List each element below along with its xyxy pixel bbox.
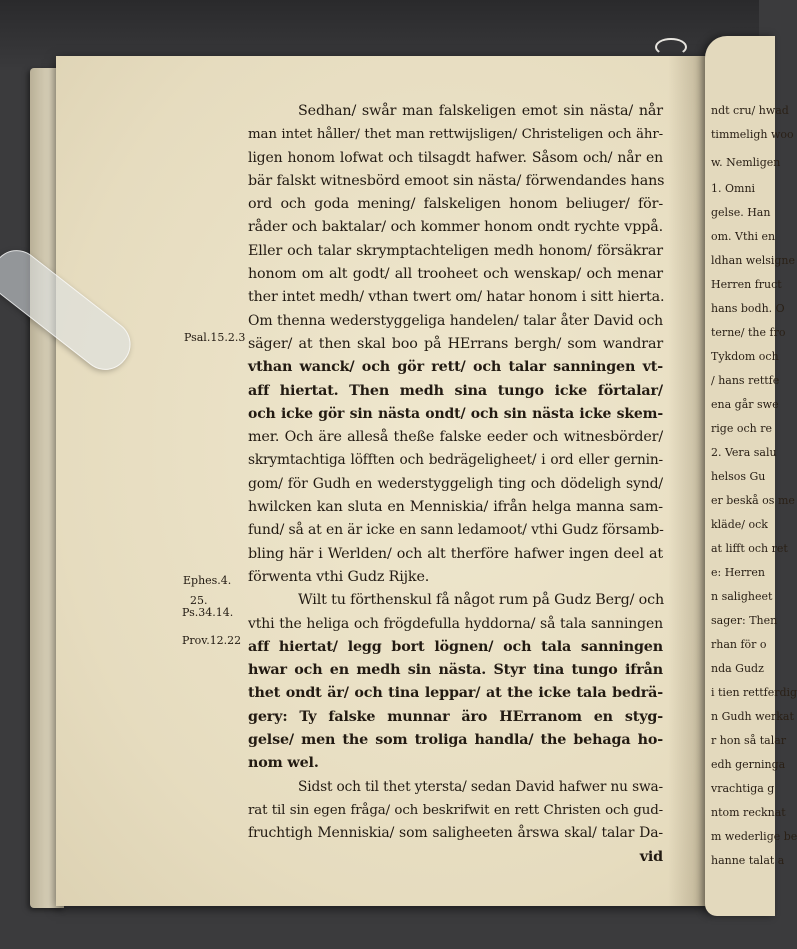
next-page-line: e: Herren bbox=[711, 566, 765, 579]
next-page-line: ldhan welsigne bbox=[711, 254, 796, 267]
text-line: ord och goda mening/ falskeligen honom beliuger/ för- bbox=[248, 196, 663, 213]
text-line: man intet håller/ thet man rettwijsligen/ Christeligen och ähr- bbox=[248, 127, 663, 143]
gutter-shadow bbox=[668, 56, 708, 906]
next-page-edge bbox=[705, 36, 797, 916]
margin-note-proverbs: Prov.12.22 bbox=[182, 634, 242, 647]
next-page-line: vrachtiga g bbox=[711, 782, 775, 795]
next-page-line: ndt cru/ hwad bbox=[711, 104, 789, 117]
next-page-line: Herren fruct bbox=[711, 278, 782, 291]
binding-thread bbox=[655, 38, 687, 56]
text-line: rat til sin egen fråga/ och beskrifwit en rett Christen och gud- bbox=[248, 802, 663, 818]
next-page-line: at lifft och ret bbox=[711, 542, 788, 555]
next-page-line: timmeligh woo bbox=[711, 128, 794, 141]
next-page-line: / hans rettfe bbox=[711, 374, 780, 387]
text-line: vthan wanck/ och gör rett/ och talar sanningen vt- bbox=[248, 359, 663, 376]
next-page-line: r hon så talar bbox=[711, 734, 787, 747]
next-page-line: 1. Omni bbox=[711, 182, 756, 195]
text-line: Sedhan/ swår man falskeligen emot sin nästa/ når bbox=[298, 103, 663, 119]
next-page-line: hans bodh. O bbox=[711, 302, 785, 315]
next-page-line: helsos Gu bbox=[711, 470, 766, 483]
next-page-line: m wederlige be bbox=[711, 830, 797, 843]
text-line: råder och baktalar/ och kommer honom ondt rychte vppå. bbox=[248, 219, 663, 236]
text-line: bär falskt witnesbörd emoot sin nästa/ förwendandes hans bbox=[248, 172, 665, 189]
text-line: ligen honom lofwat och tilsagdt hafwer. Såsom och/ når en bbox=[248, 149, 663, 166]
next-page-line: er beskå os me bbox=[711, 494, 795, 507]
text-line: och icke gör sin nästa ondt/ och sin nästa icke skem- bbox=[248, 405, 663, 422]
text-line: hwilcken kan sluta en Menniskia/ ifrån helga manna sam- bbox=[248, 499, 663, 516]
margin-note-psalm-34: Ps.34.14. bbox=[182, 606, 234, 619]
text-line: honom om alt godt/ all trooheet och wenskap/ och menar bbox=[248, 266, 663, 283]
next-page-line: rige och re bbox=[711, 422, 772, 435]
next-page-line: Tykdom och bbox=[711, 350, 779, 363]
next-page-line: w. Nemligen bbox=[711, 156, 781, 169]
text-line: gery: Ty falske munnar äro HErranom en styg- bbox=[248, 708, 663, 725]
text-line: Eller och talar skrymptachteligen medh honom/ försäkrar bbox=[248, 242, 663, 259]
text-line: fund/ så at en är icke en sann ledamoot/ vthi Gudz församb- bbox=[248, 522, 664, 539]
text-line: ther intet medh/ vthan twert om/ hatar honom i sitt hierta. bbox=[248, 289, 665, 306]
text-line: skrymtachtiga löfften och bedrägeligheet/ i ord eller gernin- bbox=[248, 452, 663, 469]
next-page-line: om. Vthi en bbox=[711, 230, 776, 243]
next-page-line: i tien rettferdig bbox=[711, 686, 797, 699]
next-page-line: n Gudh werkat bbox=[711, 710, 794, 723]
next-page-line: n saligheet bbox=[711, 590, 773, 603]
next-page-line: 2. Vera salu bbox=[711, 446, 777, 459]
next-page-line: hanne talat a bbox=[711, 854, 785, 867]
text-line: bling här i Werlden/ och alt therföre hafwer ingen deel at bbox=[248, 545, 663, 562]
text-line: thet ondt är/ och tina leppar/ at the icke tala bedrä- bbox=[248, 685, 663, 702]
text-line: vthi the heliga och frögdefulla hyddorna/ så tala sanningen bbox=[248, 615, 663, 632]
text-line: aff hiertat/ legg bort lögnen/ och tala sanningen bbox=[248, 638, 663, 655]
next-page-line: kläde/ ock bbox=[711, 518, 768, 531]
next-page-line: rhan för o bbox=[711, 638, 767, 651]
text-line: gom/ för Gudh en wederstyggeligh ting och dödeligh synd/ bbox=[248, 475, 663, 492]
main-text bbox=[248, 100, 663, 869]
next-page-line: ena går swe bbox=[711, 398, 779, 411]
text-line: Wilt tu förthenskul få något rum på Gudz Berg/ och bbox=[298, 592, 665, 609]
margin-note-ephesians: Ephes.4. bbox=[183, 574, 232, 587]
text-line: nom wel. bbox=[248, 755, 319, 772]
next-page-line: sager: Then bbox=[711, 614, 778, 627]
text-line: gelse/ men the som troliga handla/ the behaga ho- bbox=[248, 732, 663, 749]
text-line: fruchtigh Menniskia/ som saligheeten årswa skal/ talar Da- bbox=[248, 825, 663, 842]
next-page-line: edh gerninga bbox=[711, 758, 786, 771]
next-page-line: gelse. Han bbox=[711, 206, 771, 219]
next-page-line: terne/ the fro bbox=[711, 326, 786, 339]
text-line: aff hiertat. Then medh sina tungo icke förtalar/ bbox=[248, 382, 663, 399]
margin-note-psalm: Psal.15.2.3 bbox=[184, 331, 246, 344]
text-line: Sidst och til thet ytersta/ sedan David hafwer nu swa- bbox=[298, 778, 663, 795]
text-line: hwar och en medh sin nästa. Styr tina tungo ifrån bbox=[248, 662, 663, 679]
text-line: mer. Och äre alleså theße falske eeder och witnesbörder/ bbox=[248, 429, 663, 446]
margin-note-ephesians-verse: 25. bbox=[190, 594, 208, 607]
text-line: Om thenna wederstyggeliga handelen/ talar åter David och bbox=[248, 312, 663, 329]
next-page-line: nda Gudz bbox=[711, 662, 764, 675]
text-line: förwenta vthi Gudz Rijke. bbox=[248, 568, 430, 585]
text-line: säger/ at then skal boo på HErrans bergh/ som wandrar bbox=[248, 335, 663, 352]
next-page-line: ntom recknat bbox=[711, 806, 786, 819]
catchword: vid bbox=[639, 848, 663, 865]
